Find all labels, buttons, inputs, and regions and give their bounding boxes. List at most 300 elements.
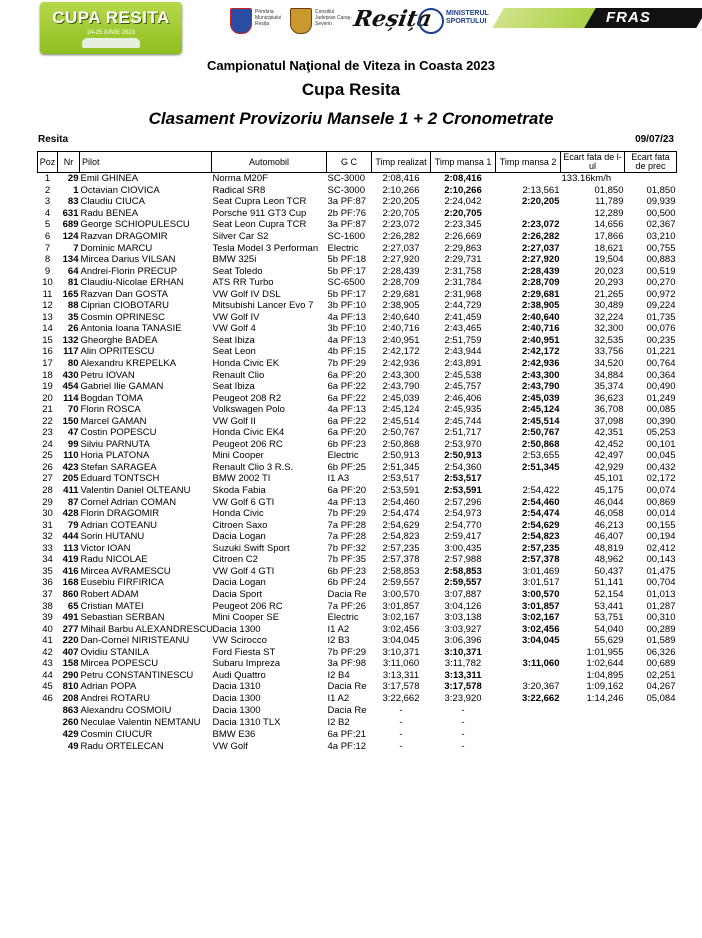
cell-automobil: Audi Quattro (212, 669, 266, 681)
cell-timp-realizat: 2:45,124 (382, 404, 420, 416)
cell-automobil: Peugeot 208 R2 (212, 392, 282, 404)
cell-timp-mansa-2: 2:42,172 (521, 346, 560, 358)
cell-nr: 64 (67, 265, 79, 277)
cell-automobil: Skoda Fabia (212, 485, 266, 497)
cell-timp-mansa-2: 2:54,629 (521, 519, 560, 531)
cell-ecart-primul: 48,819 (594, 542, 624, 554)
cell-ecart-primul: 36,708 (594, 404, 624, 416)
cell-nr: 99 (67, 438, 79, 450)
cell-automobil: Radical SR8 (212, 184, 266, 196)
cell-ecart-primul: 18,621 (594, 242, 624, 254)
cell-poz: 21 (42, 404, 53, 416)
cell-pilot: Cornel Adrian COMAN (80, 496, 177, 508)
cell-pilot: Razvan Dan GOSTA (80, 288, 168, 300)
table-row (38, 346, 677, 358)
cell-pilot: Gabriel Ilie GAMAN (80, 381, 164, 393)
cell-poz: 34 (42, 554, 53, 566)
cell-nr: 631 (62, 207, 79, 219)
cell-automobil: Citroen C2 (212, 554, 258, 566)
cell-gc: 6b PF:23 (327, 565, 367, 577)
cell-timp-mansa-2: 2:54,422 (522, 485, 560, 497)
cell-pilot: Radu NICOLAE (80, 554, 148, 566)
cell-timp-mansa-2: 3:01,857 (521, 600, 560, 612)
table-row (38, 704, 677, 716)
cell-ecart-primul (561, 728, 625, 740)
cell-automobil: Seat Cupra Leon TCR (212, 196, 307, 208)
cell-timp-mansa-1: - (461, 728, 465, 740)
cell-pilot: Claudiu-Nicolae ERHAN (80, 277, 184, 289)
cell-timp-mansa-1: 2:53,970 (444, 438, 482, 450)
cell-ecart-prec (625, 740, 677, 752)
cell-ecart-prec: 02,172 (646, 473, 676, 485)
table-row (38, 404, 677, 416)
results-table (37, 151, 677, 752)
cell-timp-mansa-2 (496, 173, 561, 185)
cell-ecart-primul: 19,504 (594, 254, 624, 266)
cell-ecart-prec: 00,085 (646, 404, 676, 416)
cell-poz: 39 (42, 612, 53, 624)
cell-gc: SC-1600 (327, 231, 365, 242)
cell-timp-mansa-2: 2:57,378 (521, 554, 560, 566)
resita-logo: Reșița (351, 6, 434, 32)
cell-gc: I1 A2 (327, 623, 350, 635)
cell-timp-mansa-2: 2:50,767 (521, 427, 560, 439)
championship-title: Campionatul Naţional de Viteza in Coasta 2023 (206, 58, 495, 73)
cell-automobil: Citroen Saxo (212, 519, 268, 531)
cell-automobil: VW Golf IV (212, 311, 260, 323)
cell-timp-mansa-1: 3:07,887 (444, 588, 482, 600)
cell-timp-mansa-1: 3:03,927 (444, 623, 482, 635)
cell-poz: 24 (42, 438, 53, 450)
table-row (38, 288, 677, 300)
cell-nr: 132 (62, 334, 79, 346)
table-row (38, 716, 677, 728)
cell-automobil: Dacia Logan (212, 531, 266, 543)
cell-timp-realizat: 3:04,045 (382, 635, 420, 647)
cell-timp-mansa-1: 2:43,944 (444, 346, 482, 358)
cell-nr: 168 (62, 577, 79, 589)
cell-timp-mansa-1: 2:43,465 (444, 323, 482, 335)
cell-nr: 444 (62, 531, 79, 543)
cell-nr: 429 (62, 728, 79, 740)
cell-timp-realizat: 2:57,235 (382, 542, 420, 554)
cell-nr: 26 (67, 323, 79, 335)
cell-timp-mansa-1: 2:54,360 (444, 461, 482, 473)
cell-timp-realizat: 2:43,300 (382, 369, 420, 381)
cell-ecart-prec: 00,490 (646, 381, 676, 393)
cell-ecart-prec: 00,972 (646, 288, 676, 300)
cell-timp-mansa-2: 2:43,790 (521, 381, 560, 393)
cell-timp-mansa-2: 3:00,570 (521, 588, 560, 600)
table-row (38, 681, 677, 693)
cell-nr: 454 (62, 381, 79, 393)
cell-timp-realizat: 2:50,868 (382, 438, 420, 450)
cell-pilot: Ciprian CIOBOTARU (80, 300, 170, 312)
cell-pilot: Bogdan TOMA (80, 392, 143, 404)
cell-timp-mansa-1: 2:45,538 (444, 369, 482, 381)
cell-poz: 31 (42, 519, 53, 531)
cell-poz (38, 728, 58, 740)
cell-timp-mansa-1: 2:31,758 (444, 265, 482, 277)
cell-poz: 40 (42, 623, 53, 635)
cell-automobil: Dacia 1310 (212, 681, 261, 693)
cell-ecart-primul: 20,023 (594, 265, 624, 277)
cell-poz: 35 (42, 565, 53, 577)
cell-timp-mansa-1: 2:54,973 (444, 508, 482, 520)
cell-poz (38, 716, 58, 728)
cell-gc: 3a PF:87 (327, 219, 367, 231)
cell-nr: 419 (62, 554, 79, 566)
cell-ecart-primul: 46,407 (594, 531, 624, 543)
cell-ecart-primul: 46,213 (594, 519, 624, 531)
table-row (38, 439, 677, 451)
cell-nr: 88 (67, 300, 79, 312)
cell-timp-realizat: 2:43,790 (382, 381, 420, 393)
cell-timp-mansa-1: 2:59,417 (444, 531, 482, 543)
cell-nr: 79 (67, 519, 79, 531)
cell-gc: Dacia Re (327, 681, 367, 693)
cell-ecart-prec: 00,076 (646, 323, 676, 335)
table-row (38, 312, 677, 324)
cell-ecart-prec: 01,221 (646, 346, 676, 358)
cell-timp-realizat: 2:54,823 (382, 531, 420, 543)
table-row (38, 577, 677, 589)
table-row (38, 265, 677, 277)
cell-nr: 110 (63, 450, 79, 462)
cell-gc: SC-3000 (327, 184, 365, 196)
cell-pilot: Marcel GAMAN (80, 415, 147, 427)
cell-timp-mansa-2: 2:54,474 (521, 508, 560, 520)
cell-pilot: Dan-Cornel NIRISTEANU (80, 635, 190, 647)
cell-poz: 36 (42, 577, 53, 589)
cell-ecart-prec: 06,326 (646, 646, 676, 658)
table-row (38, 381, 677, 393)
cell-gc: 7a PF:28 (327, 519, 367, 531)
cell-timp-mansa-1: 2:44,729 (444, 300, 482, 312)
cell-automobil: Ford Fiesta ST (212, 646, 276, 658)
cell-ecart-primul: 14,656 (594, 219, 624, 231)
cupa-resita-logo-date: 24-25 IUNIE 2023 (86, 30, 136, 36)
cell-pilot: Horia PLATONA (80, 450, 150, 462)
table-row (38, 670, 677, 682)
cell-pilot: Stefan SARAGEA (80, 461, 157, 473)
cell-nr: 689 (62, 219, 79, 231)
cell-ecart-primul: 11,789 (595, 196, 624, 208)
cell-pilot: Andrei-Florin PRECUP (80, 265, 178, 277)
cell-ecart-prec: 00,364 (646, 369, 676, 381)
cupa-resita-logo-text: CUPA RESITA (52, 8, 170, 27)
cell-ecart-primul: 1:02,644 (586, 658, 624, 670)
cell-ecart-prec: 09,224 (646, 300, 676, 312)
table-row (38, 473, 677, 485)
cell-timp-mansa-1: 2:53,517 (444, 473, 482, 485)
cell-automobil: Mini Cooper (212, 450, 264, 462)
cell-nr: 80 (67, 358, 79, 370)
cell-poz: 37 (42, 588, 53, 600)
cell-timp-mansa-2: 2:42,936 (521, 358, 560, 370)
cell-pilot: Robert ADAM (80, 588, 139, 600)
cell-nr: 810 (62, 681, 79, 693)
cell-timp-realizat: 2:20,705 (382, 207, 420, 219)
cell-pilot: Radu ORTELECAN (80, 740, 164, 752)
cell-ecart-primul: 32,224 (594, 311, 624, 323)
cell-timp-mansa-1: - (461, 740, 465, 752)
cell-timp-mansa-2: 2:45,514 (521, 415, 560, 427)
cell-timp-mansa-2: 3:01,469 (522, 565, 560, 577)
cell-poz: 8 (44, 254, 51, 266)
cell-timp-realizat: 2:10,266 (382, 184, 420, 196)
cell-ecart-primul (561, 704, 625, 716)
cell-ecart-prec: 00,689 (646, 658, 676, 670)
cell-ecart-primul: 42,497 (594, 450, 624, 462)
cell-automobil: Mini Cooper SE (212, 612, 280, 624)
cell-timp-mansa-1: 3:23,920 (444, 692, 482, 704)
cell-poz: 43 (42, 658, 53, 670)
cell-nr: 416 (62, 565, 79, 577)
cell-gc: 6a PF:20 (327, 485, 367, 497)
cell-timp-mansa-2: 2:45,039 (521, 392, 560, 404)
cell-timp-realizat: 2:40,951 (382, 334, 420, 346)
cell-automobil: Dacia 1310 TLX (212, 716, 281, 728)
cell-timp-mansa-1: 2:45,744 (444, 415, 482, 427)
cell-pilot: Eusebiu FIRFIRICA (80, 577, 164, 589)
cell-ecart-primul: 45,175 (594, 485, 624, 497)
cell-nr: 65 (67, 600, 79, 612)
cell-timp-realizat: - (399, 704, 403, 716)
cell-pilot: Petru CONSTANTINESCU (80, 669, 194, 681)
cell-pilot: Mircea POPESCU (80, 658, 159, 670)
cell-ecart-primul: 21,265 (594, 288, 624, 300)
cell-timp-realizat: 3:22,662 (382, 692, 420, 704)
cell-poz: 27 (42, 473, 53, 485)
crest1-label: Primăria Municipiului Reșița (255, 9, 282, 27)
cell-nr: 158 (62, 658, 79, 670)
cell-timp-realizat: 3:17,578 (382, 681, 420, 693)
cell-timp-mansa-2: 2:40,640 (521, 311, 560, 323)
table-header-row (38, 152, 677, 173)
standings-heading: Clasament Provizoriu Mansele 1 + 2 Cronometrate (148, 109, 554, 128)
cell-ecart-primul: 46,044 (594, 496, 624, 508)
cell-pilot: Florin ROSCA (80, 404, 141, 416)
col-header-gc: G C (327, 152, 372, 173)
cell-ecart-primul: 45,101 (594, 473, 624, 485)
cell-automobil: BMW 325i (212, 254, 257, 266)
cell-gc: 3a PF:98 (327, 658, 367, 670)
cell-automobil: Renault Clio 3 R.S. (212, 461, 294, 473)
cell-pilot: Mihail Barbu ALEXANDRESCU (80, 623, 214, 635)
cell-ecart-primul: 48,962 (594, 554, 624, 566)
cell-gc: 4a PF:13 (327, 404, 367, 416)
cell-gc: 5b PF:17 (327, 265, 367, 277)
cell-nr: 260 (62, 716, 79, 728)
cell-ecart-prec: 00,519 (646, 265, 676, 277)
cell-automobil: Suzuki Swift Sport (212, 542, 290, 554)
cell-timp-mansa-1: 2:24,042 (444, 196, 482, 208)
cell-timp-mansa-1: 2:50,913 (444, 450, 482, 462)
cell-gc: 6a PF:22 (327, 392, 367, 404)
cell-gc: 6a PF:20 (327, 427, 367, 439)
cell-timp-mansa-1: 2:57,988 (444, 554, 482, 566)
table-row (38, 415, 677, 427)
table-row (38, 658, 677, 670)
cell-ecart-primul: 33,756 (594, 346, 624, 358)
cell-ecart-primul: 36,623 (594, 392, 624, 404)
cell-gc: 7a PF:26 (327, 600, 367, 612)
cell-pilot: Costin POPESCU (80, 427, 157, 439)
cell-automobil: ATS RR Turbo (212, 277, 274, 289)
cell-gc: 7b PF:29 (327, 358, 367, 370)
cell-timp-realizat: 2:57,378 (382, 554, 420, 566)
cell-automobil: Seat Leon (212, 346, 256, 358)
results-body (38, 173, 677, 753)
cell-nr: 423 (62, 461, 79, 473)
cell-nr: 47 (67, 427, 79, 439)
table-row (38, 462, 677, 474)
cell-ecart-prec: 03,210 (646, 231, 676, 242)
table-row (38, 485, 677, 497)
cell-pilot: Radu BENEA (80, 207, 139, 219)
cell-timp-mansa-1: 2:46,406 (444, 392, 482, 404)
cell-poz: 44 (42, 669, 53, 681)
cell-ecart-primul: 133.16km/h (561, 173, 612, 185)
cell-nr: 7 (73, 242, 79, 254)
cell-timp-mansa-1: 3:10,371 (444, 646, 482, 658)
table-row (38, 300, 677, 312)
col-header-automobil: Automobil (212, 152, 327, 173)
table-row (38, 600, 677, 612)
cell-ecart-prec (625, 173, 677, 185)
cell-timp-mansa-1: - (461, 704, 465, 716)
cell-timp-mansa-2: 2:51,345 (521, 461, 560, 473)
cell-pilot: Silviu PARNUTA (80, 438, 150, 450)
table-row (38, 196, 677, 208)
cell-timp-mansa-2: 2:29,681 (521, 288, 560, 300)
cell-timp-realizat: 2:26,282 (382, 231, 420, 242)
cell-timp-realizat: 2:29,681 (382, 288, 420, 300)
cell-ecart-primul: 37,098 (594, 415, 624, 427)
cell-ecart-prec: 00,143 (646, 554, 676, 566)
ministry-emblem-icon (418, 8, 444, 34)
cell-nr: 114 (63, 392, 79, 404)
cell-automobil: Honda Civic EK4 (212, 427, 285, 439)
cell-automobil: Silver Car S2 (212, 231, 269, 242)
cell-ecart-prec: 01,013 (646, 588, 676, 600)
cell-timp-realizat: 2:27,920 (382, 254, 420, 266)
cell-automobil: Dacia 1300 (212, 692, 261, 704)
cell-timp-mansa-2: 2:28,439 (521, 265, 560, 277)
cell-gc: 7b PF:32 (327, 542, 367, 554)
cell-ecart-prec: 00,500 (646, 207, 676, 219)
cell-poz: 46 (42, 692, 53, 704)
cell-gc: I2 B3 (327, 635, 350, 647)
cell-timp-mansa-2: 3:01,517 (522, 577, 560, 589)
col-header-timp-mansa-2: Timp mansa 2 (496, 152, 561, 173)
cell-timp-mansa-2: 2:43,300 (521, 369, 560, 381)
cell-pilot: Cristian MATEI (80, 600, 144, 612)
cell-timp-realizat: 2:53,517 (382, 473, 420, 485)
cell-poz: 32 (42, 531, 53, 543)
table-row (38, 335, 677, 347)
col-header-timp-realizat: Timp realizat (372, 152, 431, 173)
cell-nr: 81 (67, 277, 79, 289)
cell-nr: 87 (67, 496, 79, 508)
cell-ecart-prec: 01,475 (646, 565, 676, 577)
cell-nr: 407 (62, 646, 79, 658)
cell-gc: 7b PF:29 (327, 508, 367, 520)
cell-automobil: VW Golf 6 GTI (212, 496, 275, 508)
cell-pilot: Adrian POPA (80, 681, 137, 693)
cell-poz: 20 (42, 392, 53, 404)
cell-poz: 2 (44, 184, 51, 196)
cell-timp-realizat: 2:28,439 (382, 265, 420, 277)
cell-timp-mansa-2: 2:45,124 (521, 404, 560, 416)
cell-ecart-primul: 1:09,162 (586, 681, 624, 693)
table-row (38, 693, 677, 705)
cell-timp-mansa-2 (496, 646, 561, 658)
cell-gc: 4a PF:13 (327, 496, 367, 508)
cell-automobil: Seat Leon Cupra TCR (212, 219, 307, 231)
cell-ecart-primul: 42,452 (594, 438, 624, 450)
cell-poz: 4 (44, 207, 51, 219)
cell-pilot: Valentin Daniel OLTEANU (80, 485, 191, 497)
cell-nr: 1 (73, 184, 79, 196)
table-row (38, 566, 677, 578)
cell-ecart-primul: 53,751 (594, 612, 624, 624)
cell-poz: 22 (42, 415, 53, 427)
cell-pilot: Alexandru COSMOIU (80, 704, 172, 716)
cell-timp-realizat: 3:01,857 (382, 600, 420, 612)
cell-ecart-primul: 50,437 (594, 565, 624, 577)
cell-pilot: Ovidiu STANILA (80, 646, 149, 658)
cell-poz: 6 (44, 231, 51, 242)
cell-ecart-prec: 00,270 (646, 277, 676, 289)
cell-timp-realizat: 2:42,172 (382, 346, 420, 358)
cell-timp-mansa-2: 3:20,367 (522, 681, 560, 693)
cell-gc: 5b PF:17 (327, 288, 367, 300)
cell-automobil: VW Golf IV DSL (212, 288, 281, 300)
cell-pilot: Octavian CIOVICA (80, 184, 160, 196)
cell-timp-mansa-2 (496, 208, 561, 220)
cell-poz: 15 (42, 334, 53, 346)
cell-nr: 411 (63, 485, 79, 497)
cell-pilot: Sorin HUTANU (80, 531, 145, 543)
cell-timp-realizat: 2:59,557 (382, 577, 420, 589)
cell-automobil: Renault Clio (212, 369, 265, 381)
cell-timp-mansa-2: 2:40,951 (521, 334, 560, 346)
cell-ecart-prec: 00,074 (646, 485, 676, 497)
cell-timp-mansa-1: 2:54,770 (444, 519, 482, 531)
table-row (38, 450, 677, 462)
cell-ecart-prec: 05,084 (646, 692, 676, 704)
cell-timp-mansa-1: 2:10,266 (444, 184, 482, 196)
cell-poz: 29 (42, 496, 53, 508)
cell-timp-mansa-1: 2:31,784 (444, 277, 482, 289)
cell-gc: 6b PF:24 (327, 577, 367, 589)
cell-ecart-primul: 32,300 (594, 323, 624, 335)
table-row (38, 208, 677, 220)
cell-nr: 277 (62, 623, 79, 635)
cell-gc: 6a PF:22 (327, 415, 367, 427)
cell-automobil: VW Golf (212, 740, 248, 752)
cell-timp-mansa-1: 3:03,138 (444, 612, 482, 624)
cell-timp-mansa-1: 3:04,126 (444, 600, 482, 612)
date-label: 09/07/23 (635, 134, 674, 145)
fras-logo-text: FRAS (606, 9, 651, 26)
cell-gc: 2b PF:76 (327, 207, 367, 219)
cell-poz: 7 (44, 242, 51, 254)
cell-automobil: Dacia Sport (212, 588, 263, 600)
cell-timp-mansa-1: 3:11,782 (444, 658, 482, 670)
